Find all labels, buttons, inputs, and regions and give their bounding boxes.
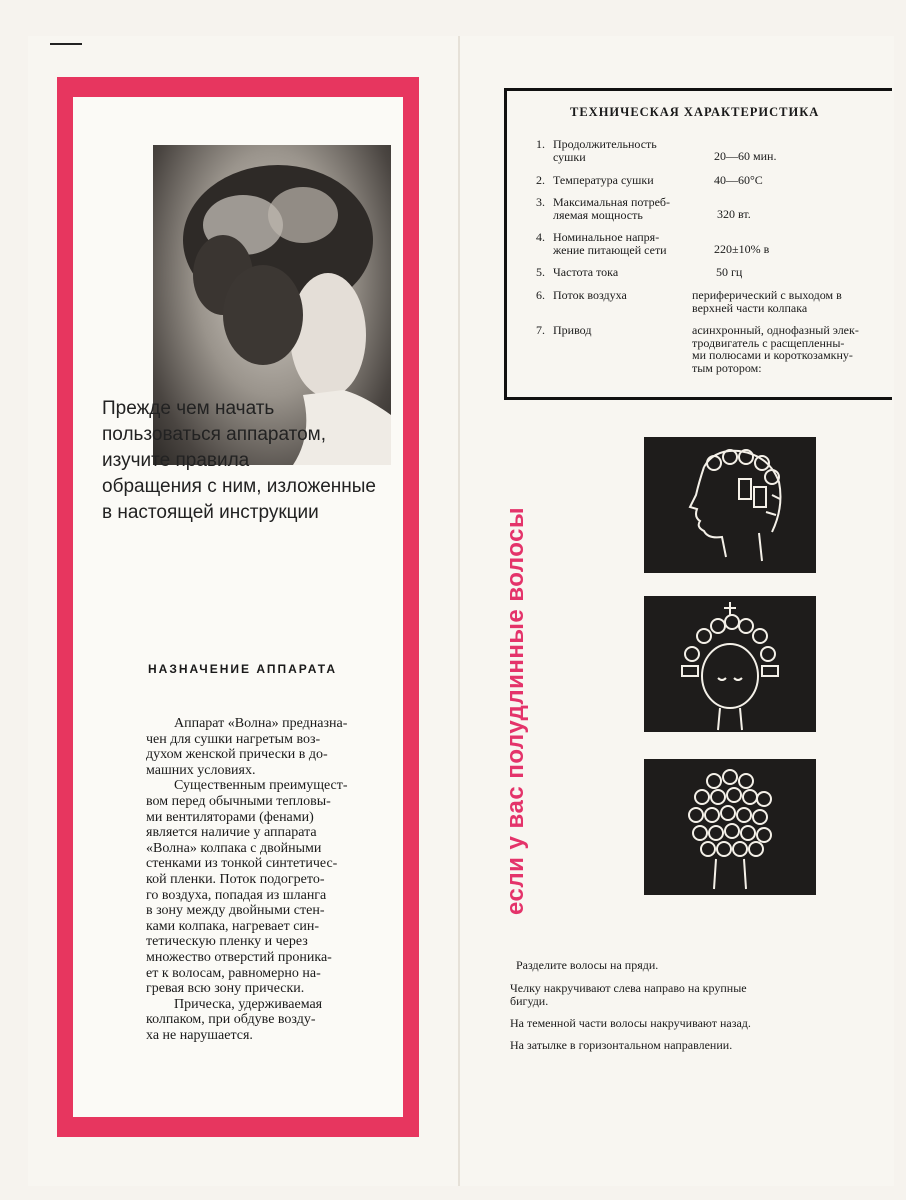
spec-label-line: Номинальное напря- (553, 230, 660, 244)
spec-label-line: ляемая мощность (553, 207, 643, 222)
body-line: ками колпака, нагревает син- (146, 918, 320, 934)
intro-line: в настоящей инструкции (102, 502, 319, 523)
spec-label (553, 138, 657, 163)
spec-value (692, 289, 842, 314)
spec-label: Привод (553, 323, 592, 337)
spec-num: 7. (536, 323, 545, 337)
spec-box (504, 88, 892, 400)
intro-line: пользоваться аппаратом, (102, 424, 327, 445)
spec-value (692, 324, 859, 374)
spec-value-line: тродвигатель с расщепленны- (692, 335, 845, 350)
body-line: чен для сушки нагретым воз- (146, 731, 321, 747)
spec-value: 50 гц (716, 265, 743, 279)
body-line: тетическую пленку и через (146, 934, 308, 950)
body-line: является наличие у аппарата (146, 825, 317, 841)
body-line: гревая всю зону прически. (146, 981, 305, 997)
hair-illustration-1 (644, 437, 816, 573)
spec-num: 4. (536, 230, 545, 244)
vertical-title: если у вас полудлинные волосы (502, 507, 529, 915)
fold-line (458, 36, 460, 1186)
body-line: Аппарат «Волна» предназна- (174, 716, 348, 731)
body-text (146, 716, 390, 1043)
spec-num: 1. (536, 137, 545, 151)
body-line: кой пленки. Поток подогрето- (146, 871, 325, 887)
spec-label-line: Продолжительность (553, 137, 657, 151)
hair-illustration-2 (644, 596, 816, 732)
body-line: ми вентиляторами (фенами) (146, 809, 314, 825)
spec-num: 6. (536, 288, 545, 302)
step-line: Челку накручивают слева направо на крупные (510, 981, 747, 995)
spec-label: Частота тока (553, 265, 619, 279)
spec-value-line: асинхронный, однофазный элек- (692, 323, 859, 337)
body-line: машних условиях. (146, 762, 256, 778)
spec-label (553, 231, 667, 256)
spec-value: 320 вт. (717, 207, 751, 221)
body-line: ха не нарушается. (146, 1027, 253, 1043)
body-line: духом женской прически в до- (146, 747, 328, 763)
spec-value-line: периферический с выходом в (692, 288, 842, 302)
spec-label: Температура сушки (553, 173, 654, 187)
body-line: вом перед обычными тепловы- (146, 793, 331, 809)
spec-title: ТЕХНИЧЕСКАЯ ХАРАКТЕРИСТИКА (570, 105, 820, 119)
body-line: в зону между двойными стен- (146, 903, 325, 919)
body-line: колпаком, при обдуве возду- (146, 1012, 316, 1028)
body-line: го воздуха, попадая из шланга (146, 887, 327, 903)
step-line: На затылке в горизонтальном направлении. (510, 1038, 733, 1052)
body-line: Существенным преимущест- (174, 778, 348, 794)
front-curlers-icon (644, 596, 816, 732)
spec-num: 2. (536, 173, 545, 187)
spec-value-line: верхней части колпака (692, 300, 808, 315)
spec-value-line: ми полюсами и короткозамкну- (692, 348, 853, 362)
body-line: Прическа, удерживаемая (174, 996, 323, 1012)
spec-border-left (504, 88, 507, 400)
spec-label (553, 196, 670, 221)
section-title: НАЗНАЧЕНИЕ АППАРАТА (148, 662, 338, 676)
spec-label-line: жение питающей сети (553, 242, 667, 257)
spec-label: Поток воздуха (553, 288, 627, 302)
spec-value: 40—60°С (714, 173, 763, 187)
intro-line: изучите правила (102, 450, 250, 471)
spec-border-top (504, 88, 892, 91)
step-line: Разделите волосы на пряди. (516, 958, 659, 972)
spec-value: 220±10% в (714, 242, 770, 256)
spec-value-line: тым ротором: (692, 360, 762, 375)
intro-line: обращения с ним, изложенные (102, 476, 376, 497)
body-line: множество отверстий проника- (146, 949, 332, 965)
spec-border-bottom (504, 397, 892, 400)
hair-illustration-3 (644, 759, 816, 895)
spec-label-line: Максимальная потреб- (553, 195, 671, 209)
body-line: стенками из тонкой синтетичес- (146, 856, 338, 872)
profile-curlers-icon (644, 437, 816, 573)
body-line: «Волна» колпака с двойными (146, 840, 322, 856)
step-line: бигуди. (510, 994, 549, 1008)
step-line: На теменной части волосы накручивают назад. (510, 1016, 751, 1030)
crop-mark (50, 43, 82, 45)
body-line: ет к волосам, равномерно на- (146, 965, 321, 981)
spec-num: 3. (536, 195, 545, 209)
spec-num: 5. (536, 265, 545, 279)
spec-value: 20—60 мин. (714, 149, 777, 163)
spec-label-line: сушки (553, 149, 586, 164)
back-curlers-icon (644, 759, 816, 895)
intro-line: Прежде чем начать (102, 398, 275, 419)
